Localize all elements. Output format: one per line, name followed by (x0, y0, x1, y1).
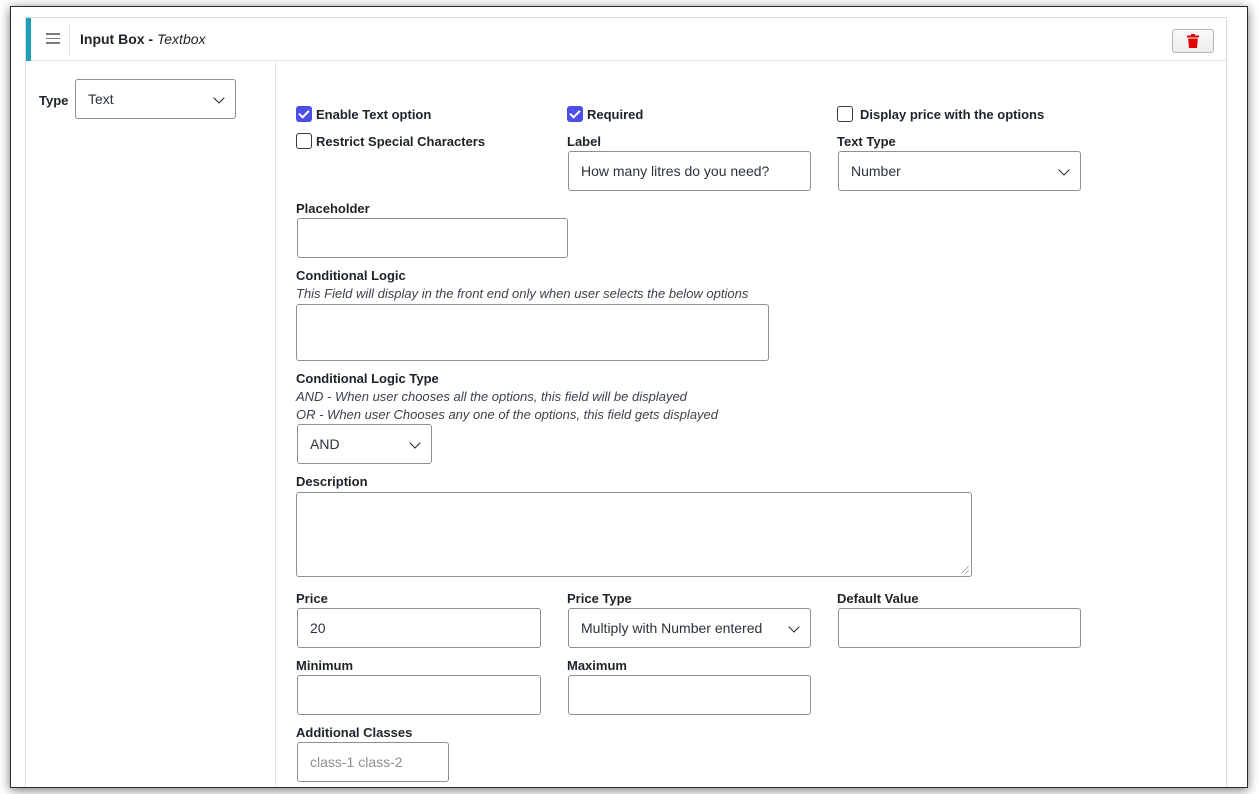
additional-classes-placeholder: class-1 class-2 (310, 754, 403, 770)
trash-icon (1187, 34, 1199, 48)
price-label: Price (296, 591, 328, 606)
conditional-logic-input[interactable] (296, 304, 769, 361)
description-input[interactable] (296, 492, 972, 577)
price-type-label: Price Type (567, 591, 632, 606)
label-input[interactable] (568, 151, 811, 191)
panel-title-text: Input Box - (80, 31, 154, 47)
maximum-label: Maximum (567, 658, 627, 673)
display-price-label: Display price with the options (860, 107, 1045, 122)
header-divider (69, 23, 70, 56)
price-input-value: 20 (310, 620, 326, 636)
placeholder-label: Placeholder (296, 201, 370, 216)
type-label: Type (39, 93, 69, 108)
text-type-value: Number (851, 163, 901, 179)
label-input-value: How many litres do you need? (581, 163, 770, 179)
conditional-logic-and-description: AND - When user chooses all the options, this field will be displayed (296, 389, 687, 404)
text-type-select[interactable] (838, 151, 1081, 191)
panel-title (80, 31, 206, 47)
type-select[interactable] (75, 79, 236, 119)
description-label: Description (296, 474, 368, 489)
placeholder-input[interactable] (297, 218, 568, 258)
text-type-label: Text Type (837, 134, 896, 149)
restrict-special-label: Restrict Special Characters (316, 134, 486, 149)
restrict-special-checkbox[interactable] (296, 133, 312, 149)
label-field-label: Label (567, 134, 601, 149)
default-value-input[interactable] (838, 608, 1081, 648)
price-input[interactable] (297, 608, 541, 648)
window-frame (10, 6, 1248, 788)
type-column (26, 61, 276, 788)
chevron-down-icon (213, 92, 224, 103)
conditional-logic-label: Conditional Logic (296, 268, 406, 283)
conditional-logic-type-value: AND (310, 436, 340, 452)
display-price-checkbox[interactable] (837, 106, 853, 122)
conditional-logic-type-select[interactable] (297, 424, 432, 464)
minimum-label: Minimum (296, 658, 354, 673)
field-panel (25, 17, 1227, 788)
conditional-logic-description: This Field will display in the front end only when user selects the below options (296, 286, 749, 301)
enable-text-label: Enable Text option (316, 107, 432, 122)
delete-button[interactable] (1172, 29, 1214, 53)
type-select-value: Text (88, 91, 114, 107)
conditional-logic-or-description: OR - When user Chooses any one of the options, this field gets displayed (296, 407, 719, 422)
required-label: Required (587, 107, 644, 122)
price-type-select[interactable] (568, 608, 811, 648)
default-value-label: Default Value (837, 591, 919, 606)
chevron-down-icon (788, 621, 799, 632)
resize-handle-icon[interactable] (961, 566, 969, 574)
panel-subtitle: Textbox (157, 31, 206, 47)
accent-bar (26, 18, 31, 61)
minimum-input[interactable] (297, 675, 541, 715)
price-type-value: Multiply with Number entered (581, 620, 763, 636)
chevron-down-icon (1058, 164, 1069, 175)
required-checkbox[interactable] (567, 106, 583, 122)
maximum-input[interactable] (568, 675, 811, 715)
additional-classes-label: Additional Classes (296, 725, 413, 740)
panel-header (26, 18, 1226, 61)
conditional-logic-type-label: Conditional Logic Type (296, 371, 439, 386)
chevron-down-icon (409, 437, 420, 448)
drag-handle-icon[interactable] (46, 33, 60, 43)
enable-text-checkbox[interactable] (296, 106, 312, 122)
additional-classes-input[interactable] (297, 742, 449, 782)
